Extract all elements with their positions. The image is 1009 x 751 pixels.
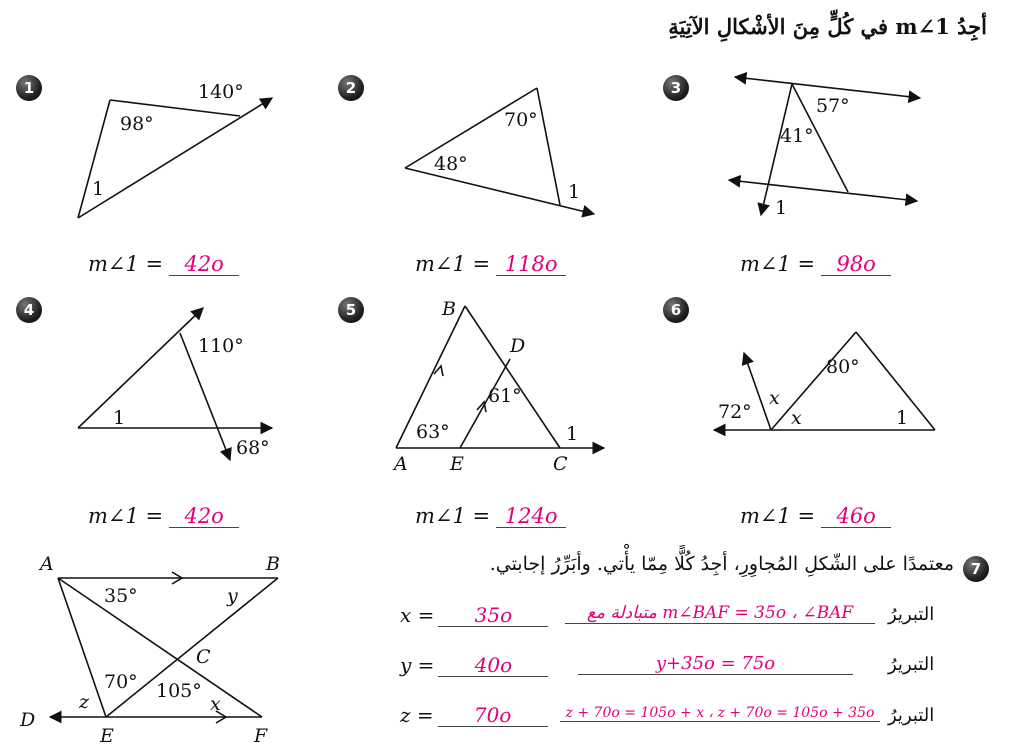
q7-label-z: التبريرُ — [888, 705, 935, 726]
q7-justification-z[interactable]: z + 70o = 105o + x ، z + 70o = 105o + 35o — [560, 705, 880, 722]
fig7-label-E: E — [100, 725, 114, 747]
answer-1[interactable]: 42o — [169, 253, 239, 276]
fig6-label-x1: x — [769, 387, 780, 409]
q7-justification-y[interactable]: y+35o = 75o — [578, 653, 853, 675]
answer-4[interactable]: 42o — [169, 505, 239, 528]
answer-2[interactable]: 118o — [496, 253, 566, 276]
fig2-label-70: 70° — [504, 109, 538, 131]
fig5-label-B: B — [442, 298, 456, 320]
fig3-label-57: 57° — [816, 95, 850, 117]
fig7-label-x: x — [210, 693, 221, 715]
fig7-label-z: z — [79, 691, 90, 713]
fig1-label-140: 140° — [198, 81, 244, 103]
q7-row-z — [400, 703, 548, 727]
fig5-label-E: E — [450, 453, 464, 475]
fig7-label-35: 35° — [104, 585, 138, 607]
q7-label-x: التبريرُ — [888, 604, 935, 625]
answer-prefix: m∠1 = — [740, 504, 816, 528]
fig6-label-72: 72° — [718, 401, 752, 423]
fig2-label-48: 48° — [434, 153, 468, 175]
q7-var-z: z = — [400, 703, 434, 727]
fig7-label-70: 70° — [104, 671, 138, 693]
answer-6[interactable]: 46o — [821, 505, 891, 528]
problem-number-6: 6 — [663, 297, 689, 323]
answer-row-3 — [740, 252, 891, 276]
fig5-label-C: C — [553, 453, 568, 475]
problem-number-7: 7 — [963, 556, 989, 582]
fig5-label-D: D — [510, 335, 526, 357]
q7-row-y — [400, 653, 548, 677]
answer-row-6 — [740, 504, 891, 528]
figure-2 — [405, 88, 594, 214]
fig4-label-110: 110° — [198, 335, 244, 357]
answer-prefix: m∠1 = — [415, 252, 491, 276]
answer-3[interactable]: 98o — [821, 253, 891, 276]
q7-justification-x[interactable]: m∠BAF = 35o ، ∠BAF متبادلة مع — [565, 603, 875, 624]
answer-prefix: m∠1 = — [740, 252, 816, 276]
fig7-label-F: F — [254, 725, 268, 747]
fig6-label-1: 1 — [896, 407, 909, 429]
answer-row-4 — [88, 504, 239, 528]
q7-answer-y[interactable]: 40o — [438, 654, 548, 677]
q7-prompt: معتمدًا على الشّكلِ المُجاوِرِ، أجِدُ كُلًّا مِمّا يأْتي. وأبَرِّرُ إجابتي. — [489, 553, 954, 575]
q7-var-y: y = — [400, 653, 435, 677]
fig5-label-1: 1 — [566, 423, 579, 445]
q7-label-y: التبريرُ — [888, 654, 935, 675]
fig7-label-y: y — [227, 585, 238, 607]
answer-prefix: m∠1 = — [415, 504, 491, 528]
answer-5[interactable]: 124o — [496, 505, 566, 528]
answer-row-1 — [88, 252, 239, 276]
problem-number-4: 4 — [16, 297, 42, 323]
q7-row-x — [400, 603, 548, 627]
answer-prefix: m∠1 = — [88, 504, 164, 528]
q7-var-x: x = — [400, 603, 435, 627]
fig7-label-B: B — [266, 553, 280, 575]
fig4-label-68: 68° — [236, 437, 270, 459]
fig6-label-x2: x — [791, 407, 802, 429]
fig3-label-41: 41° — [780, 125, 814, 147]
problem-number-3: 3 — [663, 75, 689, 101]
answer-row-5 — [415, 504, 566, 528]
answer-prefix: m∠1 = — [88, 252, 164, 276]
problem-number-2: 2 — [338, 75, 364, 101]
problem-number-5: 5 — [338, 297, 364, 323]
fig6-label-80: 80° — [826, 356, 860, 378]
fig5-label-A: A — [394, 453, 408, 475]
answer-row-2 — [415, 252, 566, 276]
problem-number-1: 1 — [16, 75, 42, 101]
fig7-label-A: A — [40, 553, 54, 575]
fig1-label-98: 98° — [120, 113, 154, 135]
fig5-label-63: 63° — [416, 421, 450, 443]
figure-1 — [78, 98, 272, 218]
fig7-label-105: 105° — [156, 680, 202, 702]
fig4-label-1: 1 — [113, 407, 126, 429]
q7-answer-z[interactable]: 70o — [438, 704, 548, 727]
page-title: أجِدُ m∠1 في كُلٍّ مِنَ الأشْكالِ الآتِيَةِ — [668, 14, 987, 39]
fig2-label-1: 1 — [568, 181, 581, 203]
fig1-label-1: 1 — [92, 178, 105, 200]
fig7-label-D: D — [20, 709, 36, 731]
fig7-label-C: C — [196, 646, 211, 668]
fig5-label-61: 61° — [488, 385, 522, 407]
fig3-label-1: 1 — [775, 197, 788, 219]
q7-answer-x[interactable]: 35o — [438, 604, 548, 627]
